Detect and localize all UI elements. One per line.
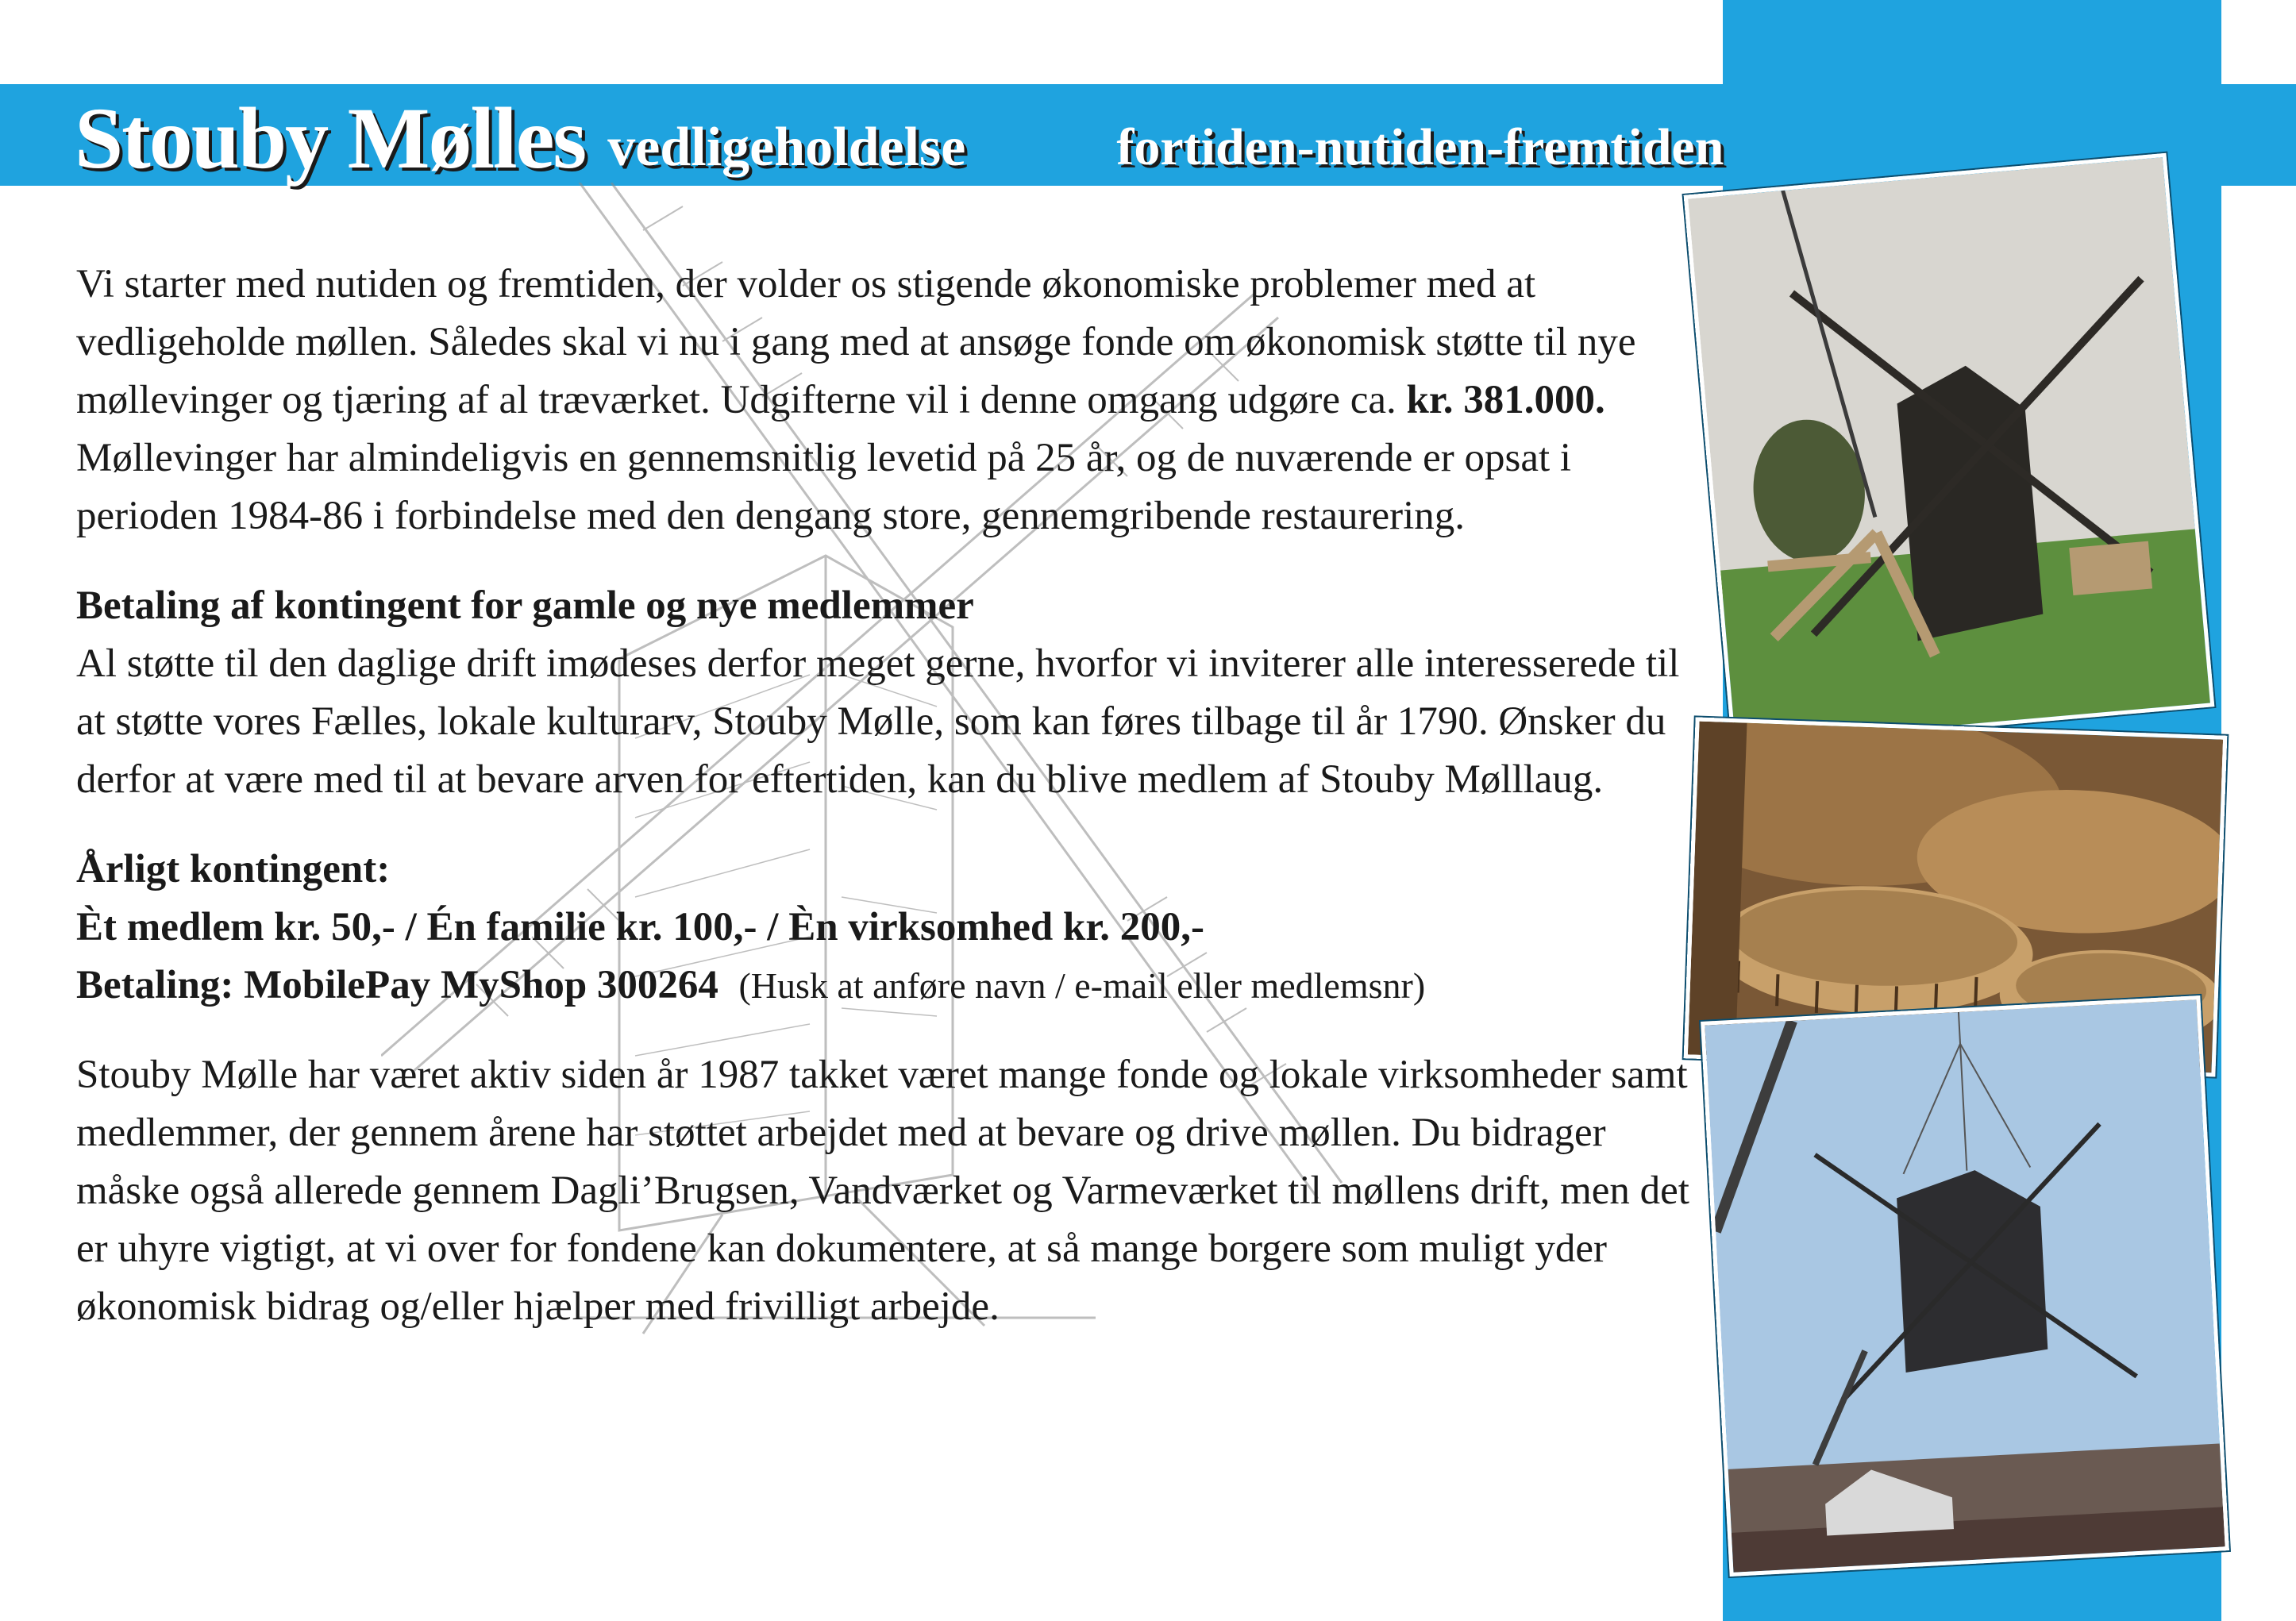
membership-paragraph: Al støtte til den daglige drift imødeses derfor meget gerne, hvorfor vi inviterer alle interesserede til at støtte vores Fælles, lokale kulturarv, Stouby Mølle, som kan føres tilbage til år 1790. Ønsker du derfor at være med til at bevare arven for eftertiden, kan du blive medlem af Stouby Mølllaug.: [76, 641, 1680, 802]
fees-heading: Årligt kontingent:: [76, 847, 391, 891]
membership-heading: Betaling af kontingent for gamle og nye medlemmer: [76, 583, 974, 628]
title-tagline: fortiden-nutiden-fremtiden: [1116, 118, 1724, 176]
fees-rates: Èt medlem kr. 50,- / Én familie kr. 100,- / Èn virksomhed kr. 200,-: [76, 905, 1205, 949]
payment-line: [76, 957, 1704, 1015]
intro-text-2: Møllevinger har almindeligvis en gennemsnitlig levetid på 25 år, og de nuværende er opsat i perioden 1984-86 i forbindelse med den dengang store, gennemgribende restaurering.: [76, 436, 1572, 538]
closing-paragraph: Stouby Mølle har været aktiv siden år 1987 takket været mange fonde og lokale virksomheder samt medlemmer, der gennem årene har støttet arbejdet med at bevare og drive møllen. Du bidrager måske også allerede gennem Dagli’Brugsen, Vandværket og Varmeværket til møllens drift, men det er uhyre vigtigt, at vi over for fondene kan dokumentere, at så mange borgere som muligt yder økonomisk bidrag og/eller hjælper med frivilligt arbejde.: [76, 1053, 1689, 1329]
intro-paragraph: [76, 256, 1704, 545]
payment-info: Betaling: MobilePay MyShop 300264: [76, 963, 718, 1007]
photo-windmill-crane: [1701, 995, 2229, 1577]
main-content: [76, 256, 1704, 1336]
intro-amount: kr. 381.000.: [1406, 378, 1605, 422]
title-sub: vedligeholdelse: [607, 117, 966, 178]
photo-windmill-restoration: [1684, 153, 2215, 749]
title-main: Stouby Mølles: [75, 90, 586, 187]
top-accent-block: [1723, 0, 2221, 78]
intro-text-1: Vi starter med nutiden og fremtiden, der volder os stigende økonomiske problemer med at vedligeholde møllen. Således skal vi nu i gang med at ansøge fonde om økonomisk støtte til nye møllevinger og tjæring af al træværket. Udgifterne vil i denne omgang udgøre ca.: [76, 262, 1636, 422]
page-title: [75, 78, 1724, 189]
payment-note: (Husk at anføre navn / e-mail eller medlemsnr): [738, 965, 1426, 1006]
